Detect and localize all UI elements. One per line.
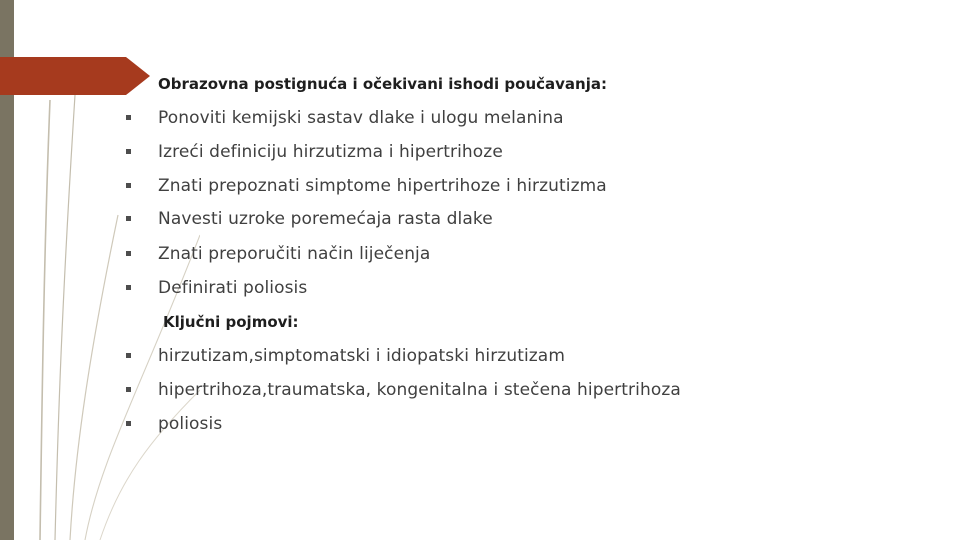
- list-item: [120, 175, 607, 197]
- section-heading-outcomes: Obrazovna postignuća i očekivani ishodi poučavanja:: [158, 75, 607, 93]
- list-item-text: Znati preporučiti način liječenja: [158, 244, 431, 264]
- list-item: [120, 107, 564, 129]
- list-item-text: poliosis: [158, 414, 223, 434]
- square-bullet-icon: [120, 379, 158, 401]
- list-item-text: hirzutizam,simptomatski i idiopatski hirzutizam: [158, 346, 565, 366]
- square-bullet-icon: [120, 345, 158, 367]
- square-bullet-icon: [120, 413, 158, 435]
- list-item-text: hipertrihoza,traumatska, kongenitalna i stečena hipertrihoza: [158, 380, 681, 400]
- list-item: [120, 413, 222, 435]
- list-item-text: Definirati poliosis: [158, 278, 308, 298]
- list-item: [120, 208, 493, 230]
- list-item-text: Znati prepoznati simptome hipertrihoze i hirzutizma: [158, 176, 607, 196]
- square-bullet-icon: [120, 208, 158, 230]
- list-item: [120, 345, 565, 367]
- square-bullet-icon: [120, 107, 158, 129]
- list-item-text: Ponoviti kemijski sastav dlake i ulogu melanina: [158, 108, 564, 128]
- square-bullet-icon: [120, 141, 158, 163]
- list-item: [120, 243, 430, 265]
- section-heading-key-terms: Ključni pojmovi:: [163, 313, 299, 331]
- list-item: [120, 277, 307, 299]
- square-bullet-icon: [120, 277, 158, 299]
- square-bullet-icon: [120, 243, 158, 265]
- list-item: [120, 379, 681, 401]
- square-bullet-icon: [120, 175, 158, 197]
- list-item-text: Navesti uzroke poremećaja rasta dlake: [158, 209, 493, 229]
- list-item-text: Izreći definiciju hirzutizma i hipertrihoze: [158, 142, 503, 162]
- list-item: [120, 141, 503, 163]
